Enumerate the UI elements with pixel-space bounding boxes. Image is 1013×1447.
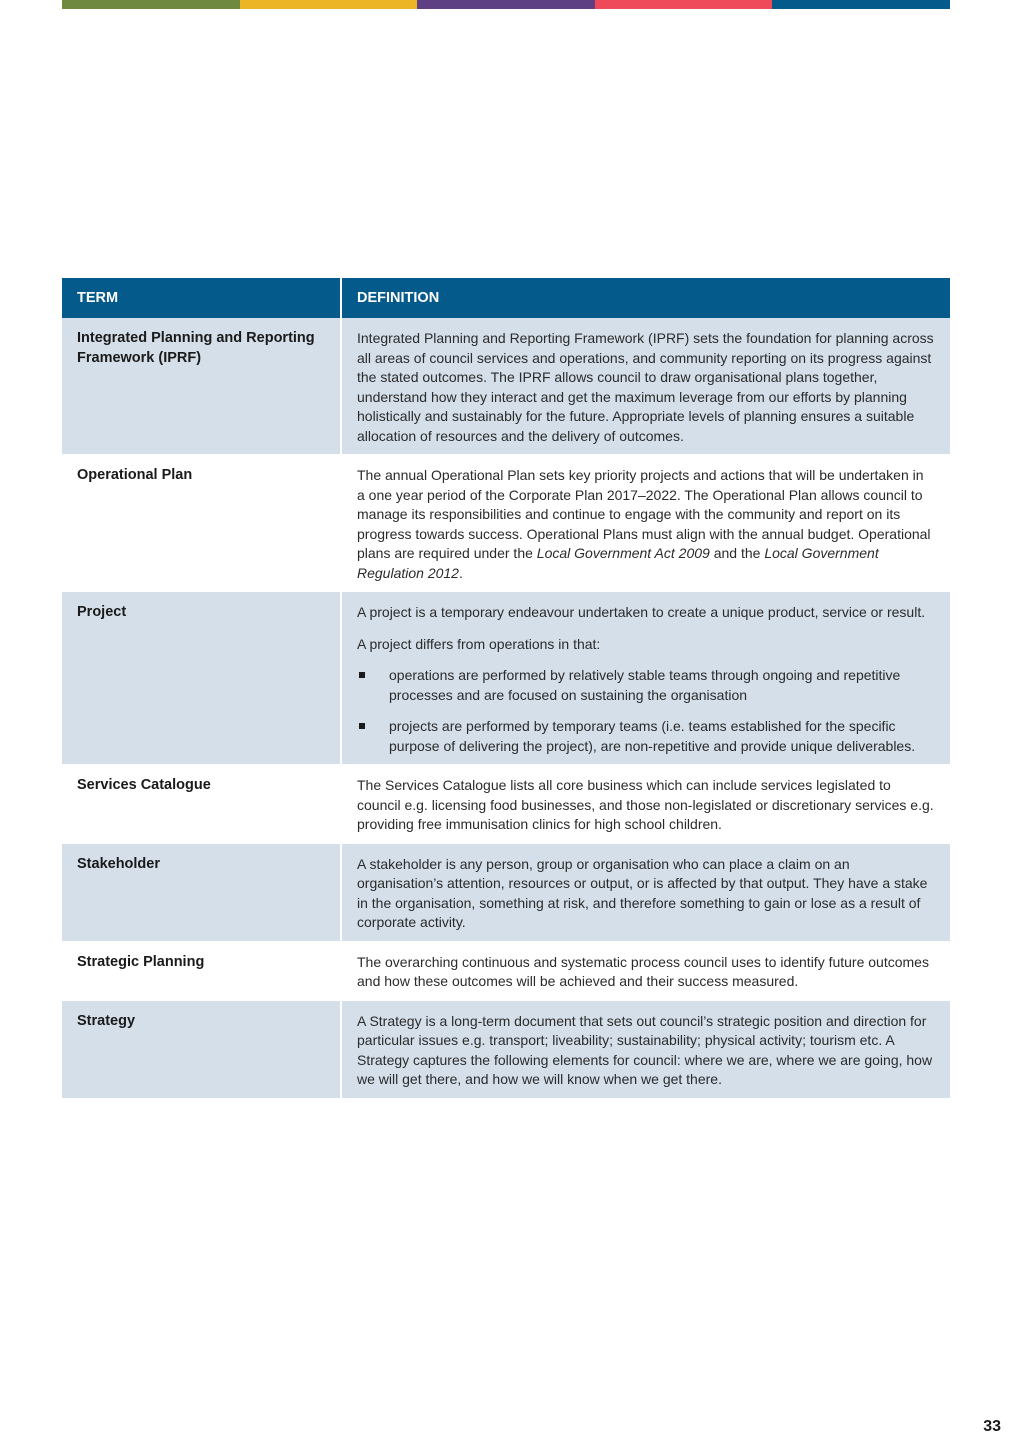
definition-text: The Services Catalogue lists all core business which can include services legislated to council e.g. licensing food businesses, and those non-legislated or discretionary services e.g. providing free immunisation clinics for high school children.: [357, 777, 934, 832]
bullet-item: operations are performed by relatively stable teams through ongoing and repetitive processes and are focused on sustaining the organisation: [357, 666, 935, 705]
term-cell: Stakeholder: [62, 843, 341, 941]
definition-text: Integrated Planning and Reporting Framework (IPRF) sets the foundation for planning across all areas of council services and operations, and community reporting on its progress against the stated outcomes. The IPRF allows council to draw organisational plans together, understand how they interact and get the maximum leverage from our efforts by planning holistically and sustainably for the future. Appropriate levels of planning ensures a suitable allocation of resources and the delivery of outcomes.: [357, 330, 934, 444]
table-header-row: [62, 278, 950, 318]
definition-cell: [341, 318, 950, 455]
page-number: 33: [983, 1418, 1001, 1435]
definition-cell: [341, 592, 950, 765]
table-row: [62, 1000, 950, 1098]
definition-text: A Strategy is a long-term document that sets out council’s strategic position and direction for particular issues e.g. transport; liveability; sustainability; physical activity; tourism etc. A Strategy captures the following elements for council: where we are, where we are going, how we will get there, and how we will know when we get there.: [357, 1012, 933, 1087]
stripe-purple: [417, 0, 595, 9]
definition-cell: [341, 765, 950, 844]
definition-text: The overarching continuous and systematic process council uses to identify future outcomes and how these outcomes will be achieved and their success measured.: [357, 953, 929, 989]
bullet-list: [357, 666, 935, 756]
table-row: [62, 843, 950, 941]
table-row: [62, 455, 950, 592]
table-row: [62, 765, 950, 844]
stripe-green: [62, 0, 240, 9]
definition-text: [357, 466, 935, 583]
definition-text: A stakeholder is any person, group or organisation who can place a claim on an organisation’s attention, resources or output, or is affected by that output. They have a stake in the organisation, something at risk, and therefore something to gain or lose as a result of corporate activity.: [357, 855, 928, 930]
term-cell: Strategy: [62, 1000, 341, 1098]
stripe-red: [595, 0, 773, 9]
table-row: [62, 941, 950, 1000]
term-column-header: TERM: [62, 278, 341, 318]
act-reference: Local Government Act 2009: [536, 545, 710, 561]
glossary-table: [62, 278, 950, 1099]
definition-text: A project differs from operations in that:: [357, 635, 601, 652]
color-stripe: [62, 0, 950, 9]
definition-text-part: .: [458, 564, 463, 581]
definition-text: A project is a temporary endeavour undertaken to create a unique product, service or result.: [357, 604, 926, 620]
definition-text-part: and the: [713, 545, 761, 561]
definition-cell: [341, 1000, 950, 1098]
stripe-blue: [772, 0, 950, 9]
table-row: [62, 318, 950, 455]
definition-cell: [341, 455, 950, 592]
term-cell: Integrated Planning and Reporting Framework (IPRF): [62, 318, 341, 455]
definition-cell: [341, 941, 950, 1000]
table-row: [62, 592, 950, 765]
term-cell: Operational Plan: [62, 455, 341, 592]
definition-column-header: DEFINITION: [341, 278, 950, 318]
term-cell: Project: [62, 592, 341, 765]
term-cell: Services Catalogue: [62, 765, 341, 844]
stripe-yellow: [240, 0, 418, 9]
term-cell: Strategic Planning: [62, 941, 341, 1000]
bullet-item: projects are performed by temporary teams (i.e. teams established for the specific purpose of delivering the project), are non-repetitive and provide unique deliverables.: [357, 717, 935, 756]
definition-text-part: The annual Operational Plan sets key priority projects and actions that will be undertaken in a one year period of the Corporate Plan 2017–2022. The Operational Plan allows council to manage its responsibilities and continue to engage with the community and report on its progress towards success. Operational Plans must align with the annual budget. Operational plans are required under the: [357, 467, 931, 561]
regulation-reference: Local Government Regulation 2012: [357, 545, 879, 581]
definition-cell: [341, 843, 950, 941]
